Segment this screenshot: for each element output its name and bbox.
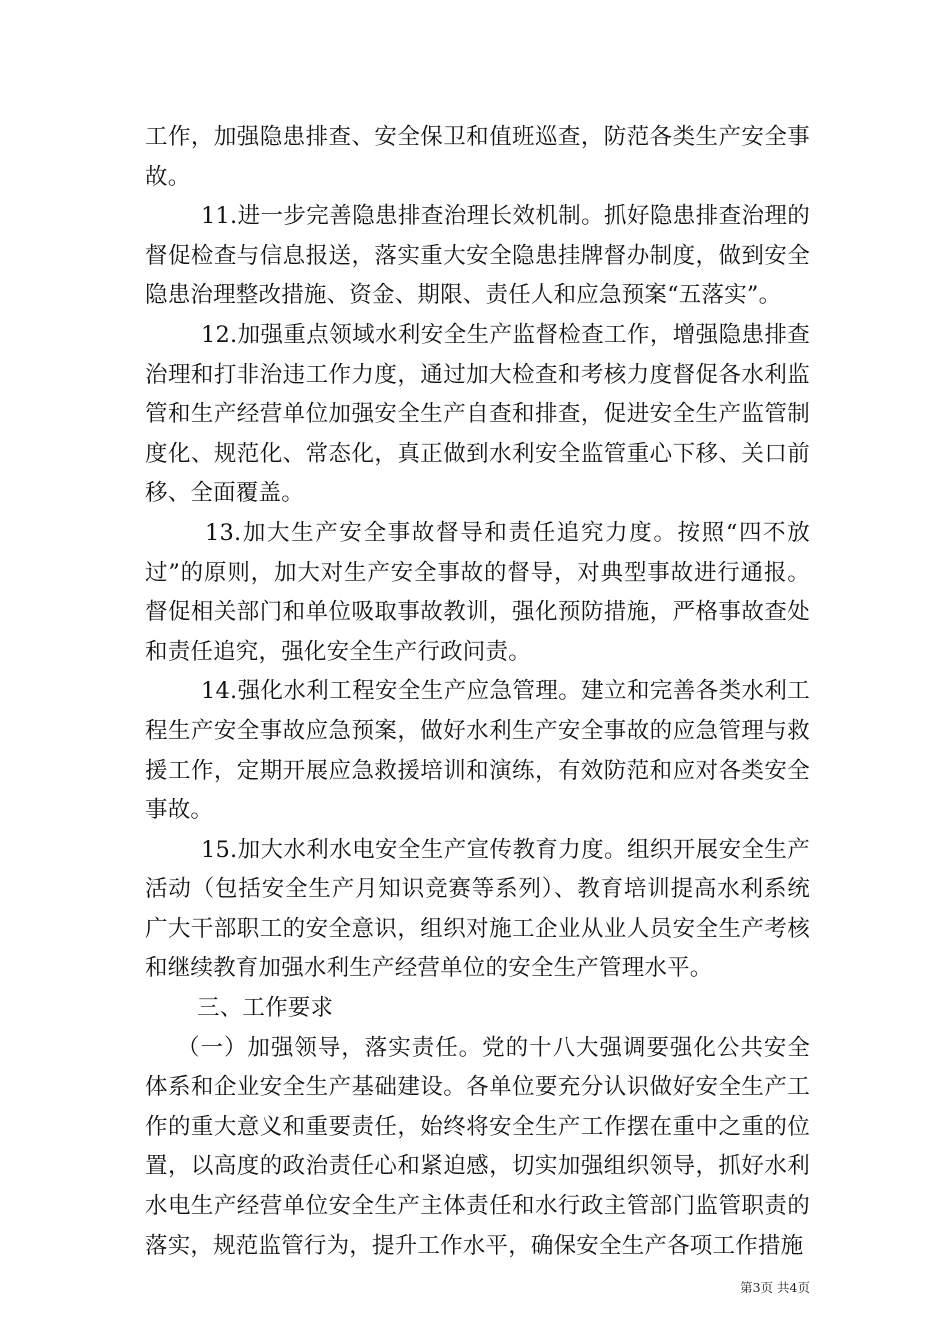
paragraph-continuation: 工作，加强隐患排查、安全保卫和值班巡查，防范各类生产安全事故。 <box>145 124 810 190</box>
paragraph-item-11: 11.进一步完善隐患排查治理长效机制。抓好隐患排查治理的督促检查与信息报送，落实重大安全隐患挂牌督办制度，做到安全隐患治理整改措施、资金、期限、责任人和应急预案“五落实”。 <box>145 203 810 309</box>
paragraph-requirement-1: （一）加强领导，落实责任。党的十八大强调要强化公共安全体系和企业安全生产基础建设。各单位要充分认识做好安全生产工作的重大意义和重要责任，始终将安全生产工作摆在重中之重的位置，以高度的政治责任心和紧迫感，切实加强组织领导，抓好水利水电生产经营单位安全生产主体责任和水行政主管部门监管职责的落实，规范监管行为，提升工作水平，确保安全生产各项工作措施 <box>145 1034 810 1259</box>
paragraph-item-12: 12.加强重点领域水利安全生产监督检查工作，增强隐患排查治理和打非治违工作力度，通过加大检查和考核力度督促各水利监管和生产经营单位加强安全生产自查和排查，促进安全生产监管制度化、规范化、常态化，真正做到水利安全监管重心下移、关口前移、全面覆盖。 <box>145 321 810 507</box>
page-number: 第3页 共4页 <box>740 1280 810 1295</box>
paragraph-item-14: 14.强化水利工程安全生产应急管理。建立和完善各类水利工程生产安全事故应急预案，做好水利生产安全事故的应急管理与救援工作，定期开展应急救援培训和演练，有效防范和应对各类安全事故。 <box>145 678 810 824</box>
section-heading-work-requirements: 三、工作要求 <box>197 995 334 1022</box>
paragraph-item-15: 15.加大水利水电安全生产宣传教育力度。组织开展安全生产活动（包括安全生产月知识竞赛等系列）、教育培训提高水利系统广大干部职工的安全意识，组织对施工企业从业人员安全生产考核和继续教育加强水利生产经营单位的安全生产管理水平。 <box>145 836 810 982</box>
paragraph-item-13: 13.加大生产安全事故督导和责任追究力度。按照“四不放过”的原则，加大对生产安全事故的督导，对典型事故进行通报。督促相关部门和单位吸取事故教训，强化预防措施，严格事故查处和责任追究，强化安全生产行政问责。 <box>145 519 810 665</box>
page-body <box>145 118 810 1266</box>
